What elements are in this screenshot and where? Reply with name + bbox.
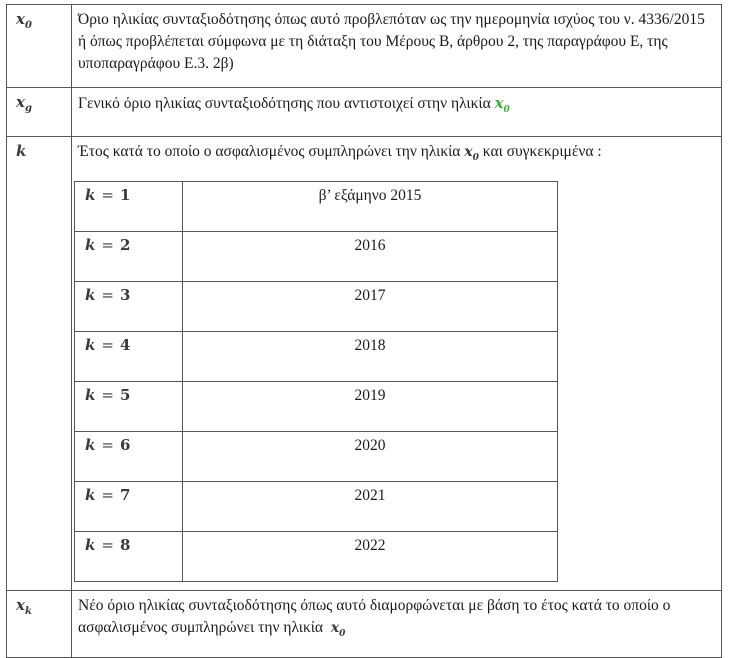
- k-expression: [75, 281, 183, 331]
- symbol-xk: $x_k$: [16, 595, 32, 617]
- k-period: 2022: [183, 531, 558, 581]
- description-cell: [72, 137, 722, 591]
- description-cell: [72, 88, 722, 137]
- k-table-row: [75, 231, 558, 281]
- k-expression: [75, 181, 183, 231]
- description-xg-text: Γενικό όριο ηλικίας συνταξιοδότησης που αντιστοιχεί στην ηλικία: [78, 95, 491, 112]
- k-variable: k: [85, 535, 96, 554]
- equals-sign: =: [101, 385, 114, 404]
- k-variable: k: [85, 285, 96, 304]
- k-value: 6: [119, 435, 131, 454]
- description-xg: [72, 88, 721, 121]
- k-period: 2018: [183, 331, 558, 381]
- description-k-before: Έτος κατά το οποίο ο ασφαλισμένος συμπληρώνει την ηλικία: [78, 143, 461, 160]
- k-period: 2019: [183, 381, 558, 431]
- k-value: 5: [119, 385, 131, 404]
- description-k-after: και συγκεκριμένα :: [482, 143, 602, 160]
- k-expression: [75, 431, 183, 481]
- equals-sign: =: [101, 285, 114, 304]
- equals-sign: =: [101, 535, 114, 554]
- definition-row-xg: [7, 88, 722, 137]
- k-table-row: [75, 481, 558, 531]
- k-variable: k: [85, 235, 96, 254]
- k-value: 7: [119, 485, 131, 504]
- symbol-cell: [7, 137, 72, 591]
- definition-row-x0: [7, 5, 722, 88]
- k-table-row: [75, 331, 558, 381]
- k-period: 2021: [183, 481, 558, 531]
- description-x0: Όριο ηλικίας συνταξιοδότησης όπως αυτό προβλεπόταν ως την ημερομηνία ισχύος του ν. 4336/2015 ή όπως προβλέπεται σύμφωνα με τη διάταξη του Μέρους Β, άρθρου 2, της παραγράφου Ε, της υποπαραγράφου Ε.3. 2β): [78, 11, 705, 72]
- k-expression: [75, 381, 183, 431]
- k-value: 3: [119, 285, 131, 304]
- k-variable: k: [85, 485, 96, 504]
- symbol-cell: [7, 5, 72, 88]
- k-expression: [75, 231, 183, 281]
- k-variable: k: [85, 385, 96, 404]
- description-cell: [72, 5, 722, 88]
- symbol-x0: $x_0$: [16, 10, 32, 31]
- k-expression: [75, 531, 183, 581]
- symbol-cell: [7, 590, 72, 657]
- k-period: 2017: [183, 281, 558, 331]
- k-value: 1: [119, 185, 131, 204]
- inline-symbol-x0: $x_0$: [464, 144, 479, 163]
- equals-sign: =: [101, 185, 114, 204]
- k-variable: k: [85, 185, 96, 204]
- equals-sign: =: [101, 435, 114, 454]
- symbol-cell: [7, 88, 72, 137]
- inline-symbol-x0-green: $x_0$: [494, 94, 510, 115]
- equals-sign: =: [101, 235, 114, 254]
- k-table-row: [75, 381, 558, 431]
- k-period: 2016: [183, 231, 558, 281]
- definition-row-xk: [7, 590, 722, 657]
- equals-sign: =: [101, 485, 114, 504]
- k-table-row: [75, 181, 558, 231]
- k-expression: [75, 481, 183, 531]
- k-values-table: [74, 181, 558, 582]
- definitions-table: [6, 4, 722, 658]
- equals-sign: =: [101, 335, 114, 354]
- k-table-row: [75, 531, 558, 581]
- definition-row-k: [7, 137, 722, 591]
- k-value: 8: [119, 535, 131, 554]
- k-expression: [75, 331, 183, 381]
- description-cell: [72, 590, 722, 657]
- k-variable: k: [85, 435, 96, 454]
- k-value: 2: [119, 235, 131, 254]
- description-xk-text: Νέο όριο ηλικίας συνταξιοδότησης όπως αυτό διαμορφώνεται με βάση το έτος κατά το οποίο ο ασφαλισμένος συμπληρώνει την ηλικία: [78, 596, 671, 636]
- k-value: 4: [119, 335, 131, 354]
- k-period: β’ εξάμηνο 2015: [183, 181, 558, 231]
- k-table-row: [75, 281, 558, 331]
- inline-symbol-x0: $x_0$: [330, 619, 346, 639]
- description-k: [72, 137, 721, 169]
- symbol-k: k: [16, 142, 27, 160]
- k-period: 2020: [183, 431, 558, 481]
- k-variable: k: [85, 335, 96, 354]
- symbol-xg: $x_g$: [16, 93, 32, 114]
- k-table-row: [75, 431, 558, 481]
